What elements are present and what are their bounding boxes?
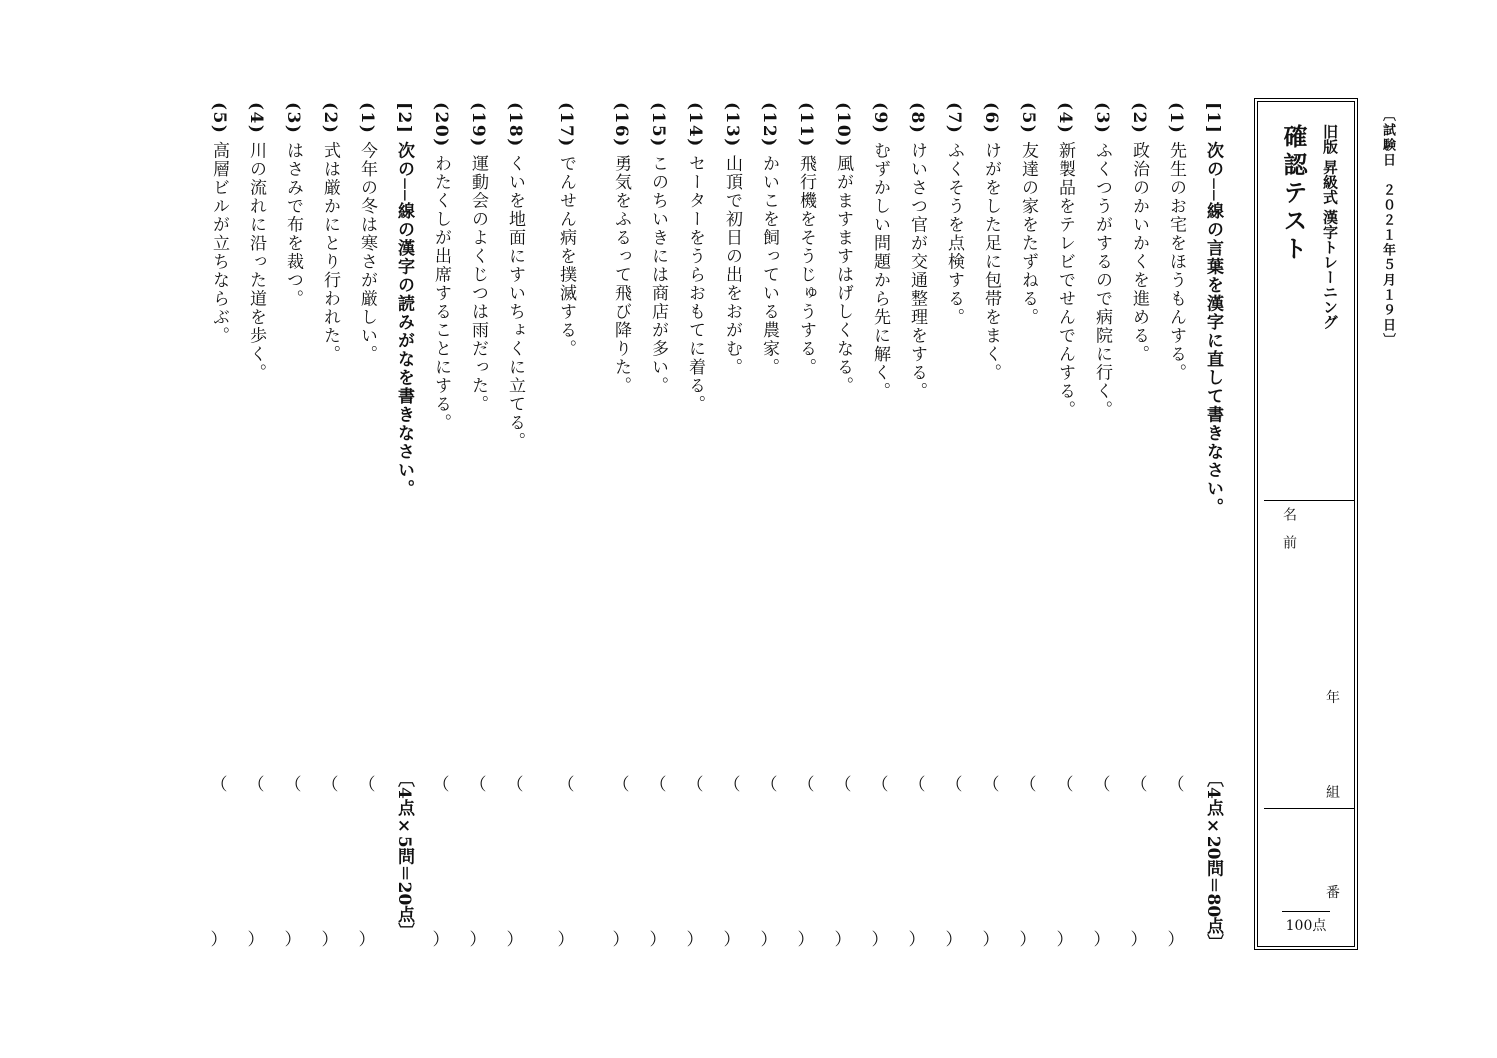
paren-open: （ — [982, 775, 1000, 795]
section2-question — [246, 102, 266, 382]
question-text: 勇気をふるって飛び降りた。 — [611, 154, 631, 396]
section1-q20-answer-box[interactable] — [431, 770, 451, 950]
section1-points: 〔4点×20問＝80点〕 — [1203, 770, 1223, 952]
paren-close: ） — [649, 930, 667, 950]
question-number: (7) — [944, 102, 964, 135]
question-number: (13) — [722, 102, 742, 148]
test-date: 〔試験日 ２０２１年５月１９日〕 — [1380, 108, 1395, 348]
paren-open: （ — [1093, 775, 1111, 795]
section1-question — [611, 102, 631, 395]
section1-question — [907, 102, 927, 400]
question-text: わたくしが出席することにする。 — [431, 154, 451, 433]
question-text: くいを地面にすいちょくに立てる。 — [505, 154, 525, 451]
section1-question — [944, 102, 964, 326]
paren-close: ） — [432, 930, 450, 950]
question-text: けがをした足に包帯をまく。 — [981, 141, 1001, 382]
section-instruction: 次の──線の言葉を漢字に直して書きなさい。 — [1203, 141, 1223, 517]
grade-label-kumi: 組 — [1326, 785, 1340, 801]
section1-q17-answer-box[interactable] — [556, 770, 576, 950]
section1-question — [870, 102, 890, 400]
section1-q16-answer-box[interactable] — [611, 770, 631, 950]
question-text: けいさつ官が交通整理をする。 — [907, 141, 927, 401]
section1-q1-answer-box[interactable] — [1166, 770, 1186, 950]
paren-open: （ — [210, 775, 228, 795]
question-number: (2) — [320, 102, 340, 135]
paren-close: ） — [506, 930, 524, 950]
paren-close: ） — [760, 930, 778, 950]
section1-question — [1018, 102, 1038, 326]
section-instruction: 次の──線の漢字の読みがなを書きなさい。 — [394, 141, 414, 498]
divider — [1264, 808, 1354, 809]
question-number: (10) — [833, 102, 853, 148]
question-text: でんせん病を撲滅する。 — [556, 154, 576, 359]
section1-q4-answer-box[interactable] — [1055, 770, 1075, 950]
question-number: (8) — [907, 102, 927, 135]
section1-question — [556, 102, 576, 358]
section2-points: 〔4点×5問＝20点〕 — [394, 770, 414, 940]
paren-close: ） — [1093, 930, 1111, 950]
question-text: このちいきには商店が多い。 — [648, 154, 668, 396]
question-number: (5) — [1018, 102, 1038, 135]
section1-question — [1166, 102, 1186, 382]
question-text: はさみで布を裁つ。 — [283, 141, 303, 308]
paren-open: （ — [834, 775, 852, 795]
question-number: (1) — [357, 102, 377, 135]
question-number: (5) — [209, 102, 229, 135]
paren-open: （ — [686, 775, 704, 795]
paren-open: （ — [358, 775, 376, 795]
paren-close: ） — [557, 930, 575, 950]
paren-open: （ — [469, 775, 487, 795]
paren-close: ） — [797, 930, 815, 950]
paren-open: （ — [871, 775, 889, 795]
section1-q19-answer-box[interactable] — [468, 770, 488, 950]
section1-q15-answer-box[interactable] — [648, 770, 668, 950]
paren-close: ） — [1019, 930, 1037, 950]
paren-close: ） — [686, 930, 704, 950]
paren-close: ） — [908, 930, 926, 950]
question-text: 先生のお宅をほうもんする。 — [1166, 141, 1186, 382]
grade-label-nen: 年 — [1326, 690, 1340, 706]
name-label: 名前 — [1281, 507, 1297, 563]
paren-close: ） — [469, 930, 487, 950]
question-text: 友達の家をたずねる。 — [1018, 141, 1038, 327]
question-text: かいこを飼っている農家。 — [759, 154, 779, 377]
question-number: (9) — [870, 102, 890, 135]
section1-question — [1055, 102, 1075, 419]
paren-open: （ — [612, 775, 630, 795]
section1-question — [981, 102, 1001, 382]
section1-question — [1129, 102, 1149, 363]
paren-close: ） — [1056, 930, 1074, 950]
question-text: ふくつうがするので病院に行く。 — [1092, 141, 1112, 419]
question-text: 新製品をテレビでせんでんする。 — [1055, 141, 1075, 419]
paren-open: （ — [760, 775, 778, 795]
section1-q7-answer-box[interactable] — [944, 770, 964, 950]
section2-q2-answer-box[interactable] — [320, 770, 340, 950]
section2-question — [357, 102, 377, 363]
section1-q12-answer-box[interactable] — [759, 770, 779, 950]
question-number: (4) — [246, 102, 266, 135]
section2-q3-answer-box[interactable] — [283, 770, 303, 950]
question-number: (14) — [685, 102, 705, 148]
section1-question — [796, 102, 816, 377]
section1-question — [505, 102, 525, 451]
paren-close: ） — [723, 930, 741, 950]
question-text: 風がますますはげしくなる。 — [833, 154, 853, 396]
question-text: むずかしい問題から先に解く。 — [870, 141, 890, 401]
section1-q18-answer-box[interactable] — [505, 770, 525, 950]
section2-question — [320, 102, 340, 363]
paren-open: （ — [247, 775, 265, 795]
paren-open: （ — [908, 775, 926, 795]
paren-open: （ — [1019, 775, 1037, 795]
question-number: (4) — [1055, 102, 1075, 135]
question-number: (1) — [1166, 102, 1186, 135]
paren-close: ） — [210, 930, 228, 950]
paren-close: ） — [834, 930, 852, 950]
question-text: 山頂で初日の出をおがむ。 — [722, 154, 742, 377]
section1-question — [648, 102, 668, 395]
divider — [1264, 500, 1354, 501]
question-number: (3) — [1092, 102, 1112, 135]
question-text: 高層ビルが立ちならぶ。 — [209, 141, 229, 345]
section1-question — [759, 102, 779, 377]
paren-open: （ — [649, 775, 667, 795]
paren-close: ） — [1130, 930, 1148, 950]
grade-label-ban: 番 — [1326, 885, 1340, 901]
paren-open: （ — [797, 775, 815, 795]
section1-question — [833, 102, 853, 395]
section1-q2-answer-box[interactable] — [1129, 770, 1149, 950]
section1-q11-answer-box[interactable] — [796, 770, 816, 950]
paren-close: ） — [358, 930, 376, 950]
question-text: 川の流れに沿った道を歩く。 — [246, 141, 266, 382]
section2-question — [283, 102, 303, 308]
section1-question — [685, 102, 705, 414]
paren-open: （ — [284, 775, 302, 795]
section1-q5-answer-box[interactable] — [1018, 770, 1038, 950]
question-text: 政治のかいかくを進める。 — [1129, 141, 1149, 364]
question-number: (19) — [468, 102, 488, 148]
paren-close: ） — [321, 930, 339, 950]
paren-open: （ — [1130, 775, 1148, 795]
paren-open: （ — [506, 775, 524, 795]
paren-open: （ — [432, 775, 450, 795]
paren-open: （ — [321, 775, 339, 795]
question-text: 式は厳かにとり行われた。 — [320, 141, 340, 364]
section1-question — [431, 102, 451, 432]
paren-close: ） — [247, 930, 265, 950]
section2-question — [209, 102, 229, 345]
section-label: [1] — [1203, 102, 1223, 135]
section1-q10-answer-box[interactable] — [833, 770, 853, 950]
question-number: (17) — [556, 102, 576, 148]
section1-q9-answer-box[interactable] — [870, 770, 890, 950]
paren-close: ） — [1167, 930, 1185, 950]
question-text: 運動会のよくじつは雨だった。 — [468, 154, 488, 414]
section2-q5-answer-box[interactable] — [209, 770, 229, 950]
paren-close: ） — [284, 930, 302, 950]
paren-open: （ — [723, 775, 741, 795]
section1-q13-answer-box[interactable] — [722, 770, 742, 950]
paren-open: （ — [1056, 775, 1074, 795]
series-title: 旧版 昇級式 漢字トレーニング — [1321, 124, 1339, 330]
question-text: セーターをうらおもてに着る。 — [685, 154, 705, 414]
question-number: (18) — [505, 102, 525, 148]
header-box — [1254, 98, 1358, 950]
section2-heading — [394, 102, 414, 498]
paren-close: ） — [612, 930, 630, 950]
question-number: (15) — [648, 102, 668, 148]
question-text: 飛行機をそうじゅうする。 — [796, 154, 816, 377]
question-number: (20) — [431, 102, 451, 148]
question-text: 今年の冬は寒さが厳しい。 — [357, 141, 377, 364]
question-number: (11) — [796, 102, 816, 148]
section1-question — [468, 102, 488, 414]
section1-heading — [1203, 102, 1223, 516]
paren-open: （ — [557, 775, 575, 795]
main-title: 確認テスト — [1279, 124, 1308, 264]
question-text: ふくそうを点検する。 — [944, 141, 964, 327]
paren-close: ） — [871, 930, 889, 950]
paren-close: ） — [945, 930, 963, 950]
section1-q6-answer-box[interactable] — [981, 770, 1001, 950]
paren-open: （ — [1167, 775, 1185, 795]
score-total: 100点 — [1282, 911, 1330, 938]
paren-open: （ — [945, 775, 963, 795]
question-number: (2) — [1129, 102, 1149, 135]
section1-question — [1092, 102, 1112, 419]
section1-question — [722, 102, 742, 377]
question-number: (3) — [283, 102, 303, 135]
question-number: (16) — [611, 102, 631, 148]
section1-q14-answer-box[interactable] — [685, 770, 705, 950]
question-number: (12) — [759, 102, 779, 148]
section2-q1-answer-box[interactable] — [357, 770, 377, 950]
paren-close: ） — [982, 930, 1000, 950]
section1-q3-answer-box[interactable] — [1092, 770, 1112, 950]
section2-q4-answer-box[interactable] — [246, 770, 266, 950]
section-label: [2] — [394, 102, 414, 135]
section1-q8-answer-box[interactable] — [907, 770, 927, 950]
question-number: (6) — [981, 102, 1001, 135]
